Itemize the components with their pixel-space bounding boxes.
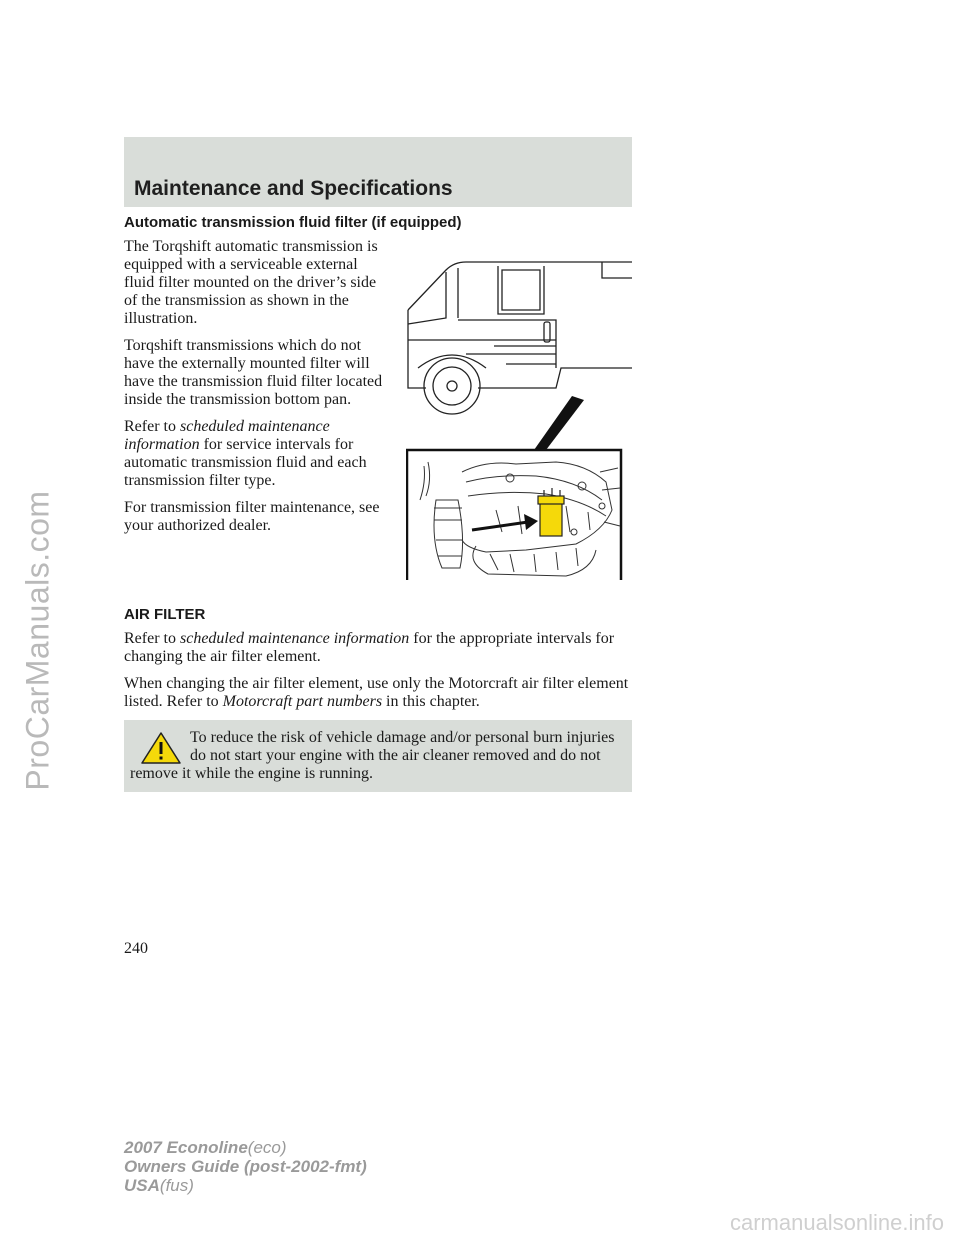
page-content <box>124 214 632 782</box>
air-p1-reference: scheduled maintenance information <box>179 630 410 647</box>
air-p2-prefix: When changing the air filter element, use only the Motorcraft air filter element listed. Refer to <box>124 675 629 710</box>
air-p2-suffix: in this chapter. <box>386 693 480 710</box>
footer-guide: Owners Guide (post-2002-fmt) <box>124 1157 367 1176</box>
air-p1-prefix: Refer to <box>124 630 176 647</box>
transmission-illustration <box>406 250 632 580</box>
document-footer <box>124 1138 367 1195</box>
footer-line-region <box>124 1176 367 1195</box>
footer-model-code: (eco) <box>247 1138 287 1157</box>
van-transmission-figure <box>406 250 632 580</box>
atf-paragraph-1: The Torqshift automatic transmission is equipped with a serviceable external fluid filter mounted on the driver’s side of the transmission as shown in the illustration. <box>124 238 378 327</box>
air-paragraph-1 <box>124 630 632 666</box>
atf-p3-reference: scheduled maintenance information <box>124 418 330 453</box>
footer-region-code: (fus) <box>159 1176 194 1195</box>
air-filter-section <box>124 606 632 792</box>
atf-paragraph-2: Torqshift transmissions which do not have the externally mounted filter will have the transmission fluid filter located inside the transmission bottom pan. <box>124 337 383 408</box>
atf-paragraph-4: For transmission filter maintenance, see your authorized dealer. <box>124 499 380 534</box>
air-p1-suffix: for the appropriate intervals for changing the air filter element. <box>124 630 615 665</box>
atf-p3-prefix: Refer to <box>124 418 176 435</box>
warning-triangle-icon <box>140 731 182 765</box>
air-paragraph-2 <box>124 675 632 711</box>
footer-line-guide <box>124 1157 367 1176</box>
air-p2-reference: Motorcraft part numbers <box>222 693 383 710</box>
footer-model: 2007 Econoline <box>124 1138 248 1157</box>
section-header <box>124 137 632 207</box>
page-title: Maintenance and Specifications <box>134 177 453 200</box>
page-number: 240 <box>124 940 148 957</box>
footer-region: USA <box>124 1176 160 1195</box>
warning-box <box>124 720 632 792</box>
atf-p3-suffix: for service intervals for automatic transmission fluid and each transmission filter type. <box>124 436 367 489</box>
footer-line-model <box>124 1138 367 1157</box>
bottom-watermark: carmanualsonline.info <box>729 1210 944 1235</box>
atf-paragraph-3 <box>124 418 389 490</box>
atf-heading: Automatic transmission fluid filter (if equipped) <box>124 214 462 231</box>
sidebar-watermark <box>8 240 68 1040</box>
sidebar-watermark-text: ProCarManuals.com <box>19 489 56 791</box>
air-filter-heading: AIR FILTER <box>124 606 206 623</box>
warning-text: To reduce the risk of vehicle damage and/or personal burn injuries do not start your engine with the air cleaner removed and do not remove it while the engine is running. <box>130 729 615 782</box>
